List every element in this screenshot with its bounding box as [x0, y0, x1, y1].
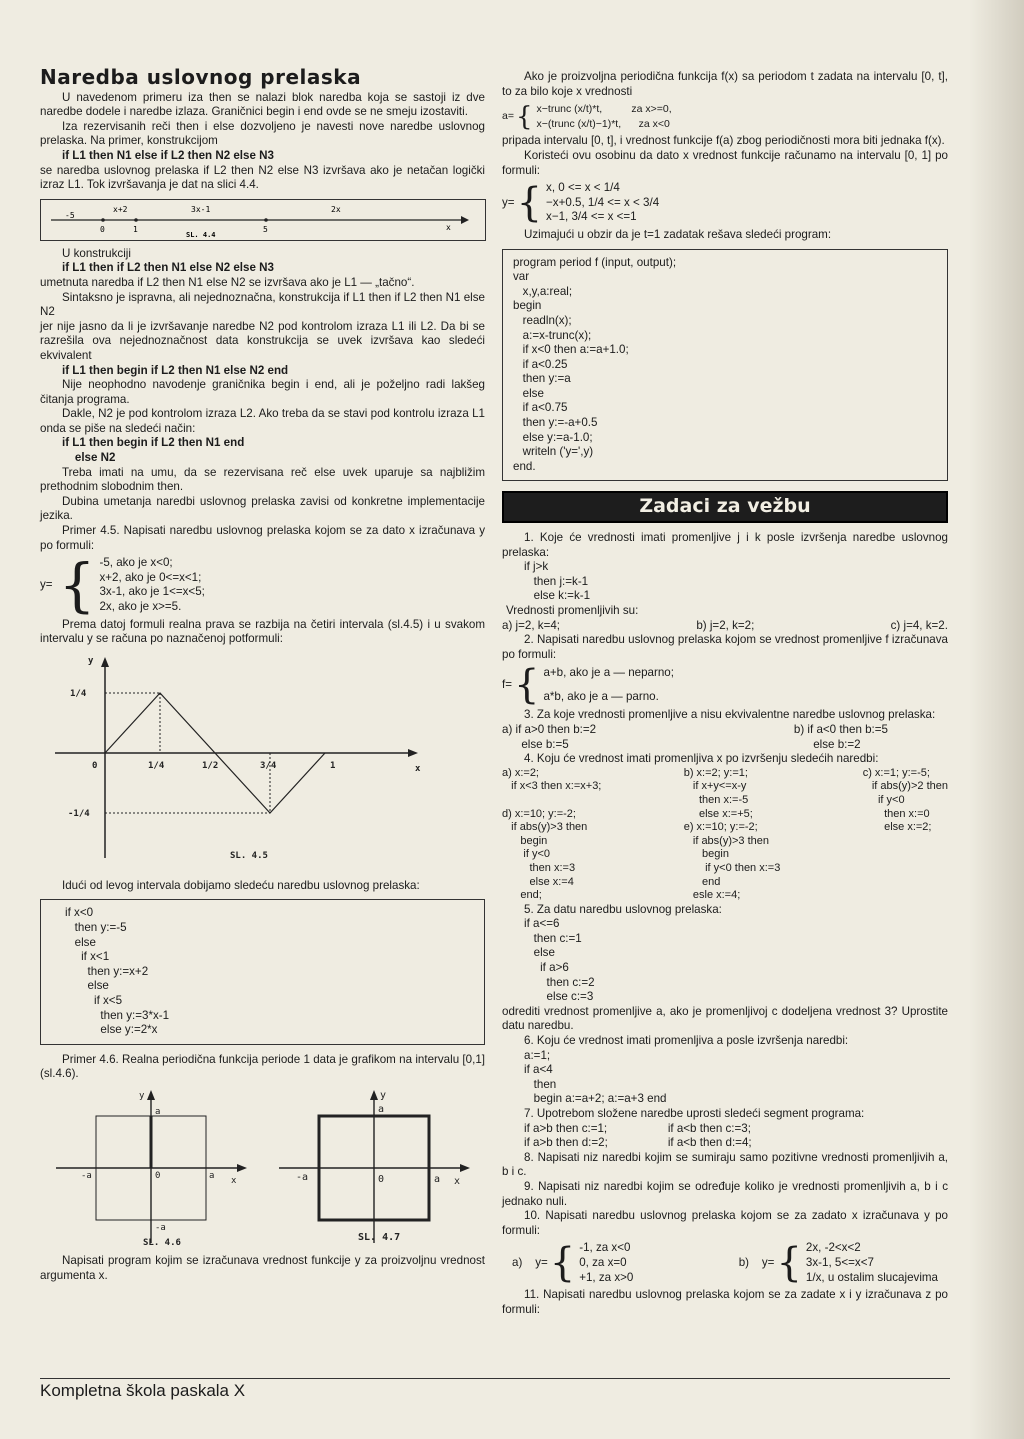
fig46-y: y — [139, 1090, 145, 1101]
left-column — [40, 65, 485, 1283]
fig45-x: x — [415, 763, 421, 774]
task-11: 11. Napisati naredbu uslovnog prelaska kojom se za zadate x i y izračunava z po formuli: — [502, 1288, 948, 1316]
option: a) j=2, k=4; — [502, 618, 561, 632]
formula-f: f= { a+b, ako je a — neparno; a*b, ako je a — parno. — [502, 662, 674, 709]
formula-line: +1, za x>0 — [579, 1270, 634, 1284]
fig45-y: y — [88, 655, 94, 666]
figure-4-4 — [40, 199, 485, 241]
fig47-0: 0 — [377, 1173, 384, 1185]
code-block: b) x:=2; y:=1; if x+y<=x-y then x:=-5 else x:=+5; e) x:=10; y:=-2; if abs(y)>3 then begin if y<0 then x:=3 end esle x:=4; — [683, 766, 781, 902]
code-block: if a<b then c:=3; if a<b then d:=4; — [667, 1121, 752, 1150]
task-3: 3. Za koje vrednosti promenljive a nisu ekvivalentne naredbe uslovnog prelaska: — [524, 708, 936, 722]
code-line: if L1 then if L2 then N1 else N2 else N3 — [62, 261, 274, 275]
fig44-x: x — [446, 222, 451, 232]
fig44-2x: 2x — [331, 204, 341, 214]
fig45-t3: 3/4 — [260, 760, 277, 771]
fig46-caption: SL. 4.6 — [143, 1237, 182, 1248]
formula-line: 2x, -2<x<2 — [805, 1241, 861, 1255]
task-8: 8. Napisati niz naredbi kojim se sumiraju samo pozitivne vrednosti promenljivih a, b i c. — [502, 1150, 948, 1179]
formula-line: -5, ako je x<0; — [99, 556, 173, 570]
fig45-0: 0 — [92, 760, 98, 771]
paragraph: Ako je proizvoljna periodična funkcija f(x) sa periodom t zadata na intervalu [0, t], to za bilo koje x vrednosti — [502, 70, 948, 98]
task-7-options — [502, 1122, 948, 1151]
fig44-caption: SL. 4.4 — [186, 230, 216, 239]
task-4: 4. Koju će vrednost imati promenljiva x po izvršenju sledećih naredbi: — [524, 752, 879, 766]
formula-line: 3x-1, 5<=x<7 — [805, 1255, 874, 1269]
paragraph: U navedenom primeru iza then se nalazi blok naredba koja se sastoji iz dve naredbe dodele i naredbe izlaza. Graničnici begin i end ovde se ne smeju izostaviti. — [40, 90, 485, 119]
formula-line: -1, za x<0 — [579, 1241, 631, 1255]
fig47-x: x — [453, 1175, 460, 1187]
paragraph: umetnuta naredba if L2 then N1 else N2 se izvršava ako je L1 — „tačno“. — [40, 275, 415, 289]
paragraph: pripada intervalu [0, t], i vrednost funkcije f(a) zbog periodičnosti mora biti jednaka f(x). — [502, 134, 945, 148]
brace-icon: { — [549, 1240, 576, 1287]
page-edge-shadow — [969, 0, 1024, 1439]
brace-icon: { — [516, 180, 543, 227]
task-question: odrediti vrednost promenljive a, ako je promenljivoj c dodeljena vrednost 3? Uprostite datu naredbu. — [502, 1004, 948, 1033]
code-block: if a>b then c:=1; if a>b then d:=2; — [524, 1121, 608, 1150]
code-block: if L1 then begin if L2 then N1 end else N2 — [62, 436, 245, 465]
task-7: 7. Upotrebom složene naredbe uprosti sledeći segment programa: — [524, 1107, 865, 1120]
fig46-a2: a — [209, 1170, 215, 1181]
code-block: if a<=6 then c:=1 else if a>6 then c:=2 else c:=3 — [524, 917, 595, 1004]
fig44-0: 0 — [100, 224, 105, 234]
task-3-options — [502, 723, 948, 752]
formula-y-periodic: y= { x, 0 <= x < 1/4 −x+0.5, 1/4 <= x < 3/4 x−1, 3/4 <= x <=1 — [502, 180, 660, 227]
paragraph: Nije neophodno navodenje graničnika begin i end, ali je poželjno radi lakšeg čitanja programa. — [40, 378, 485, 406]
brace-icon: { — [515, 101, 533, 132]
figure-4-6-4-7 — [40, 1088, 485, 1248]
fig44-1: 1 — [133, 224, 138, 234]
page-footer: Kompletna škola paskala X — [40, 1378, 950, 1401]
section-title: Naredba uslovnog prelaska — [40, 65, 362, 89]
code-block: b) if a<0 then b:=5 else b:=2 — [793, 722, 888, 751]
code-block: if x<0 then y:=-5 else if x<1 then y:=x+2 else if x<5 then y:=3*x-1 else y:=2*x — [65, 906, 170, 1037]
task-10-formulas: a) y= { -1, za x<0 0, za x=0 +1, za x>0 b) y= { 2x, -2<x<2 3x-1, 5<=x<7 1/x, u ostalim slucajevima — [512, 1240, 938, 1287]
task-question: Vrednosti promenljivih su: — [506, 604, 639, 617]
fig45-t4: 1 — [330, 760, 336, 771]
task-10: 10. Napisati naredbu uslovnog prelaska kojom se za zadato x izračunava y po formuli: — [502, 1209, 948, 1237]
paragraph: Napisati program kojim se izračunava vrednost funkcije y za proizvoljnu vrednost argumenta x. — [40, 1253, 485, 1282]
right-column — [502, 70, 948, 1317]
fig45-mquarter: -1/4 — [68, 808, 90, 819]
fig45-t2: 1/2 — [202, 760, 219, 771]
brace-icon: { — [776, 1240, 802, 1287]
formula-line: −x+0.5, 1/4 <= x < 3/4 — [546, 195, 660, 209]
task-4-options — [502, 767, 948, 903]
program-box — [502, 249, 948, 482]
paragraph: Primer 4.5. Napisati naredbu uslovnog prelaska kojom se za dato x izračunava y po formuli: — [40, 524, 485, 552]
fig46-0: 0 — [155, 1170, 161, 1181]
formula-line: x−trunc (x/t)*t, za x>=0, — [536, 103, 672, 116]
paragraph: Uzimajući u obzir da je t=1 zadatak rešava sledeći program: — [524, 227, 832, 241]
formula-line: 3x-1, ako je 1<=x<5; — [99, 585, 205, 599]
code-block: a:=1; if a<4 then begin a:=a+2; a:=a+3 end — [524, 1048, 667, 1106]
fig44-x2: x+2 — [113, 204, 128, 214]
code-line: if L1 then begin if L2 then N1 else N2 end — [62, 363, 289, 377]
paragraph: se naredba uslovnog prelaska if L2 then N2 else N3 izvršava ako je netačan logički izraz L1. Tok izvršavanja je dat na slici 4.4. — [40, 163, 485, 192]
paragraph: Treba imati na umu, da se rezervisana reč else uvek uparuje sa najbližim prethodnim slobodnim then. — [40, 465, 485, 494]
fig47-ma: -a — [295, 1171, 308, 1183]
option: b) j=2, k=2; — [696, 618, 755, 632]
fig47-a2: a — [433, 1173, 440, 1185]
task-2: 2. Napisati naredbu uslovnog prelaska kojom se vrednost promenljive f izračunava po formuli: — [502, 633, 948, 661]
formula-line: x, 0 <= x < 1/4 — [546, 181, 620, 195]
paragraph: Iza rezervisanih reči then i else dozvoljeno je navesti nove naredbe uslovnog prelaska. Na primer, konstrukcijom — [40, 119, 485, 148]
paragraph: U konstrukciji — [62, 246, 131, 260]
fig45-quarter: 1/4 — [70, 688, 87, 699]
exercises-banner: Zadaci za vežbu — [502, 491, 948, 523]
task-1-options — [502, 619, 948, 634]
fig45-caption: SL. 4.5 — [230, 850, 268, 861]
fig46-ma: -a — [81, 1170, 93, 1181]
task-6: 6. Koju će vrednost imati promenljiva a posle izvršenja naredbi: — [524, 1034, 849, 1048]
option: c) j=4, k=2. — [890, 618, 948, 632]
code-block: a) if a>0 then b:=2 else b:=5 — [502, 722, 597, 751]
program-listing: program period f (input, output); var x,y,a:real; begin readln(x); a:=x-trunc(x); if x<0 then a:=a+1.0; if a<0.25 then y:=a else if a<0.75 then y:=-a+0.5 else y:=a-1.0; writeln ('y=',y) end. — [513, 255, 677, 473]
code-block: if j>k then j:=k-1 else k:=k-1 — [524, 560, 591, 603]
paragraph: Sintaksno je ispravna, ali nejednoznačna, konstrukcija if L1 then if L2 then N1 else N2 — [40, 290, 485, 319]
fig44-m5: -5 — [65, 210, 75, 220]
figure-4-5 — [40, 653, 485, 873]
fig47-a: a — [377, 1103, 384, 1115]
fig47-y: y — [379, 1089, 386, 1101]
fig46-x: x — [231, 1175, 237, 1186]
fig47-caption: SL. 4.7 — [357, 1231, 400, 1243]
formula-line: x+2, ako je 0<=x<1; — [99, 570, 202, 584]
code-box — [40, 899, 485, 1044]
fig45-t1: 1/4 — [148, 760, 165, 771]
code-block: a) x:=2; if x<3 then x:=x+3; d) x:=10; y:=-2; if abs(y)>3 then begin if y<0 then x:=3 else x:=4 end; — [502, 766, 602, 902]
formula-y: y= { -5, ako je x<0; x+2, ako je 0<=x<1; 3x-1, ako je 1<=x<5; 2x, ako je x>=5. — [40, 551, 205, 620]
formula-line: x−1, 3/4 <= x <=1 — [546, 210, 637, 224]
figure-4-6 — [51, 1088, 251, 1248]
formula-line: 0, za x=0 — [579, 1255, 627, 1269]
task-1: 1. Koje će vrednosti imati promenljive j i k posle izvršenja naredbe uslovnog prelaska: — [502, 531, 948, 559]
paragraph: Dakle, N2 je pod kontrolom izraza L2. Ako treba da se stavi pod kontrolu izraza L1 onda se piše na sledeći način: — [40, 407, 485, 435]
formula-a: a= { x−trunc (x/t)*t, za x>=0, x−(trunc (x/t)−1)*t, za x<0 — [502, 101, 672, 132]
formula-line: a+b, ako je a — neparno; — [543, 665, 674, 679]
code-block: c) x:=1; y:=-5; if abs(y)>2 then if y<0 then x:=0 else x:=2; — [862, 766, 948, 834]
paragraph: Dubina umetanja naredbi uslovnog prelaska zavisi od konkretne implementacije jezika. — [40, 494, 485, 523]
fig44-3x1: 3x-1 — [191, 204, 211, 214]
formula-line: 2x, ako je x>=5. — [99, 600, 182, 613]
fig46-ma2: -a — [155, 1222, 167, 1233]
code-line: if L1 then N1 else if L2 then N2 else N3 — [62, 148, 274, 162]
formula-line: x−(trunc (x/t)−1)*t, za x<0 — [536, 117, 670, 130]
formula-line: a*b, ako je a — parno. — [543, 690, 659, 704]
task-9: 9. Napisati niz naredbi kojim se određuje koliko je vrednosti promenljivih a, b i c jednako nuli. — [502, 1179, 948, 1208]
brace-icon: { — [58, 551, 96, 620]
fig44-5: 5 — [263, 224, 268, 234]
fig46-a: a — [155, 1106, 161, 1117]
paragraph: Prema datoj formuli realna prava se razbija na četiri intervala (sl.4.5) i u svakom intervalu y se računa po naznačenoj potformuli: — [40, 617, 485, 646]
formula-line: 1/x, u ostalim slucajevima — [805, 1270, 938, 1284]
paragraph: Primer 4.6. Realna periodična funkcija periode 1 data je grafikom na intervalu [0,1] (sl.4.6). — [40, 1052, 485, 1081]
paragraph: Koristeći ovu osobinu da dato x vrednost funkcije računamo na intervalu [0, 1] po formuli: — [502, 148, 948, 177]
paragraph: jer nije jasno da li je izvršavanje naredbe N2 pod kontrolom izraza L1 ili L2. Da bi se razrešila ova nejednoznačnost data konstrukcija se uvek izvršava kao sledeći ekvivalent — [40, 319, 485, 362]
figure-4-7 — [274, 1088, 474, 1248]
brace-icon: { — [514, 662, 540, 709]
paragraph: Idući od levog intervala dobijamo sledeću naredbu uslovnog prelaska: — [62, 878, 420, 892]
task-5: 5. Za datu naredbu uslovnog prelaska: — [524, 902, 722, 916]
